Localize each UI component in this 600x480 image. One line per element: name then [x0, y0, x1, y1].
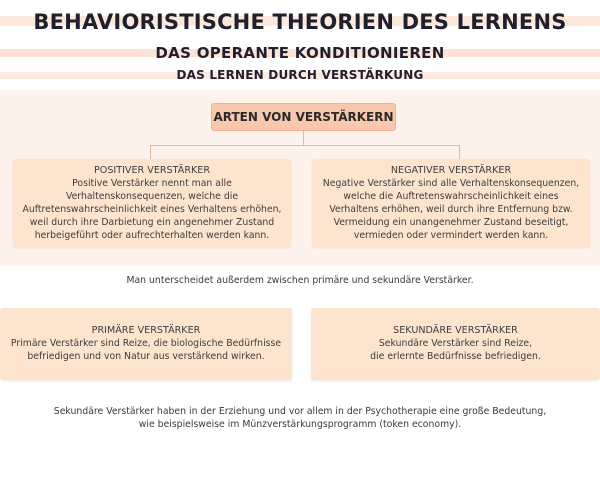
- negative-reinforcer-line: Negative Verstärker sind alle Verhaltenskonsequenzen,: [322, 178, 580, 189]
- connector-horizontal: [150, 145, 460, 146]
- negative-reinforcer-line: Verhaltens erhöhen, weil durch ihre Entfernung bzw.: [329, 204, 573, 215]
- page-subtitle-secondary: DAS LERNEN DURCH VERSTÄRKUNG: [176, 68, 424, 82]
- secondary-reinforcer-title: SEKUNDÄRE VERSTÄRKER: [393, 325, 518, 336]
- secondary-reinforcer-line: die erlernte Bedürfnisse befriedigen.: [370, 351, 541, 362]
- importance-note-line: wie beispielsweise im Münzverstärkungsprogramm (token economy).: [138, 419, 462, 430]
- connector-vertical: [303, 131, 304, 145]
- negative-reinforcer-line: Vermeidung ein unangenehmer Zustand beseitigt,: [333, 217, 569, 228]
- primary-reinforcer-line: befriedigen und von Natur aus verstärkend wirken.: [27, 351, 265, 362]
- secondary-reinforcer-card: [311, 308, 600, 380]
- primary-reinforcer-line: Primäre Verstärker sind Reize, die biologische Bedürfnisse: [10, 338, 282, 349]
- positive-reinforcer-card: [13, 159, 291, 247]
- negative-reinforcer-line: vermieden oder vermindert werden kann.: [353, 230, 549, 241]
- positive-reinforcer-line: herbeigeführt oder aufrechterhalten werden kann.: [34, 230, 270, 241]
- negative-reinforcer-card: [312, 159, 590, 247]
- secondary-reinforcer-line: Sekundäre Verstärker sind Reize,: [378, 338, 533, 349]
- positive-reinforcer-line: Positive Verstärker nennt man alle: [72, 178, 232, 189]
- positive-reinforcer-title: POSITIVER VERSTÄRKER: [93, 165, 211, 176]
- primary-reinforcer-card: [0, 308, 292, 380]
- negative-reinforcer-line: welche die Auftretenswahrscheinlichkeit eines: [343, 191, 559, 202]
- importance-note-line: Sekundäre Verstärker haben in der Erziehung und vor allem in der Psychotherapie eine große Bedeutung,: [53, 406, 547, 417]
- positive-reinforcer-line: weil durch ihre Darbietung ein angenehmer Zustand: [29, 217, 275, 228]
- page-subtitle: DAS OPERANTE KONDITIONIEREN: [155, 44, 445, 62]
- secondary-reinforcer-importance-note: [0, 405, 600, 431]
- positive-reinforcer-line: Auftretenswahrscheinlichkeit eines Verhaltens erhöhen,: [22, 204, 282, 215]
- primary-reinforcer-title: PRIMÄRE VERSTÄRKER: [91, 325, 201, 336]
- connector-left: [150, 145, 151, 159]
- reinforcer-types-header: ARTEN VON VERSTÄRKERN: [211, 103, 396, 131]
- negative-reinforcer-title: NEGATIVER VERSTÄRKER: [390, 165, 512, 176]
- page-title: BEHAVIORISTISCHE THEORIEN DES LERNENS: [33, 10, 567, 34]
- distinction-note: Man unterscheidet außerdem zwischen primäre und sekundäre Verstärker.: [126, 275, 474, 286]
- positive-reinforcer-line: Verhaltenskonsequenzen, welche die: [65, 191, 239, 202]
- connector-right: [459, 145, 460, 159]
